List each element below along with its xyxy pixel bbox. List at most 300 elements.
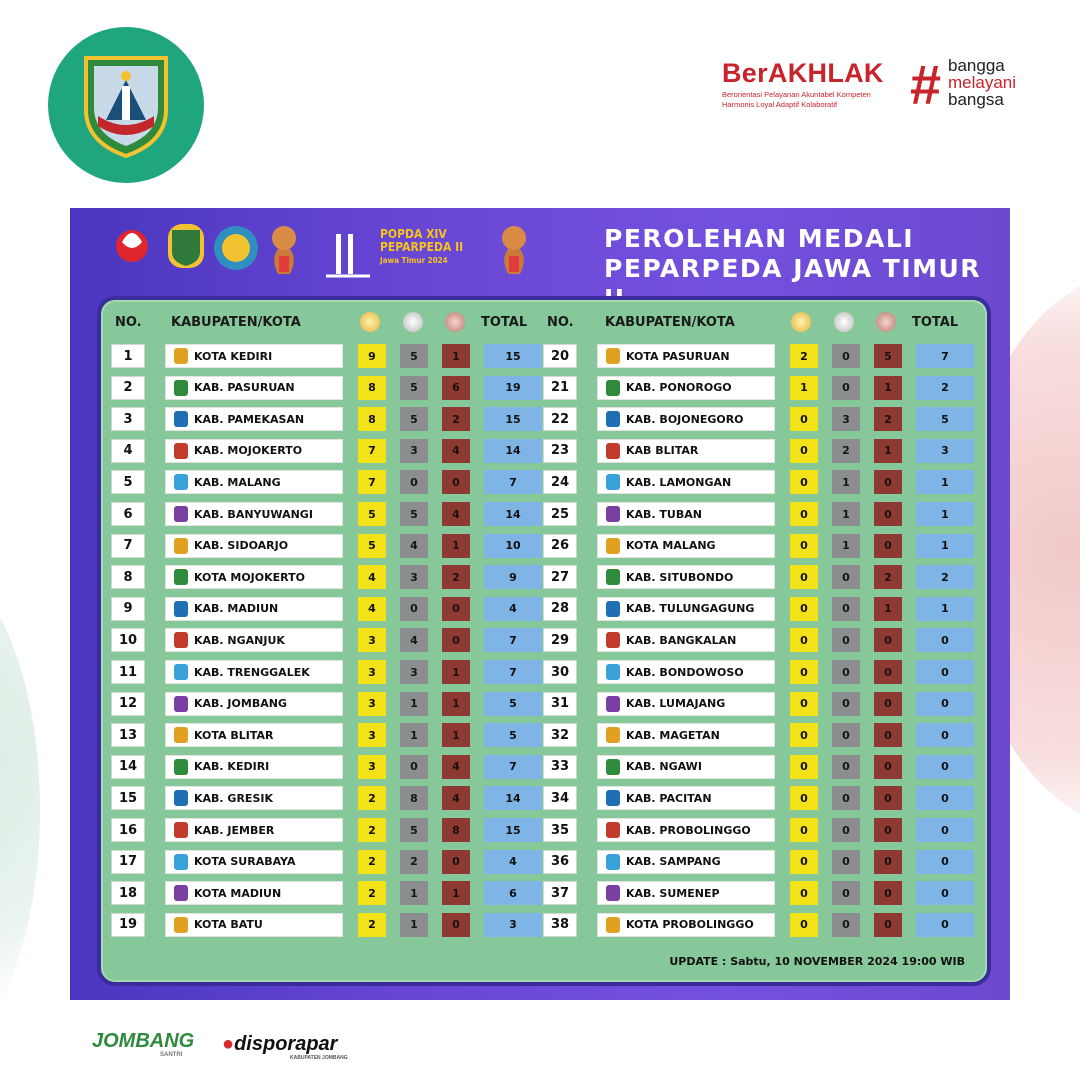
silver-count: 0 [832,786,860,810]
silver-count: 5 [400,502,428,526]
bronze-count: 2 [442,407,470,431]
table-row [101,913,521,937]
silver-count: 1 [832,534,860,558]
bangga-line-3: bangsa [948,90,1004,109]
bronze-count: 0 [874,723,902,747]
table-row [101,818,521,842]
total-count: 0 [916,786,974,810]
gold-count: 5 [358,502,386,526]
region-name-text: KAB. BANGKALAN [626,633,737,647]
gold-count: 0 [790,597,818,621]
table-row [101,723,521,747]
gold-count: 0 [790,850,818,874]
row-number: 16 [111,818,145,842]
region-crest-icon [174,601,188,617]
region-name [597,376,775,400]
title-line-2: PEPARPEDA JAWA TIMUR [604,254,982,283]
table-row [101,344,521,368]
event-name-line-2: PEPARPEDA II [380,240,464,254]
region-crest-icon [174,790,188,806]
region-name-text: KOTA MADIUN [194,886,282,900]
total-count: 1 [916,470,974,494]
region-name-text: KAB. MOJOKERTO [194,444,303,458]
gold-count: 0 [790,565,818,589]
gold-count: 2 [358,850,386,874]
update-timestamp: UPDATE : Sabtu, 10 NOVEMBER 2024 19:00 WIB [669,955,965,968]
silver-count: 4 [400,534,428,558]
total-count: 15 [484,407,542,431]
region-name [165,407,343,431]
region-name [165,913,343,937]
gold-count: 7 [358,439,386,463]
region-crest-icon [606,474,620,490]
table-row [533,376,953,400]
table-row [101,565,521,589]
region-name [165,344,343,368]
table-row [533,502,953,526]
gold-count: 7 [358,470,386,494]
table-row [533,628,953,652]
region-crest-icon [174,443,188,459]
disporapar-word: disporapar [234,1033,338,1055]
region-name [165,881,343,905]
region-name [165,660,343,684]
region-name [597,597,775,621]
region-crest-icon [606,759,620,775]
silver-count: 0 [400,755,428,779]
row-number: 6 [111,502,145,526]
total-count: 0 [916,913,974,937]
bronze-count: 1 [442,534,470,558]
silver-count: 4 [400,628,428,652]
bronze-count: 1 [874,439,902,463]
table-row [101,534,521,558]
table-row [101,376,521,400]
bronze-count: 1 [442,692,470,716]
region-crest-icon [174,917,188,933]
total-count: 5 [484,723,542,747]
region-name-text: KAB. JEMBER [194,823,275,837]
table-row [533,439,953,463]
header-region-right: KABUPATEN/KOTA [605,315,735,330]
row-number: 18 [111,881,145,905]
region-name [165,786,343,810]
total-count: 0 [916,881,974,905]
region-name-text: KAB. SIDOARJO [194,539,289,553]
region-name-text: KAB. NGAWI [626,760,702,774]
table-row [533,755,953,779]
region-name-text: KAB. MADIUN [194,602,279,616]
region-crest-icon [174,411,188,427]
region-crest-icon [174,885,188,901]
region-name [165,534,343,558]
row-number: 19 [111,913,145,937]
total-count: 0 [916,755,974,779]
gold-count: 2 [358,818,386,842]
hash-icon: # [910,53,942,116]
bronze-count: 1 [442,881,470,905]
bronze-count: 4 [442,755,470,779]
decorative-blob-green [0,560,40,1060]
bronze-count: 2 [874,407,902,431]
region-name [597,565,775,589]
table-row [533,723,953,747]
total-count: 14 [484,439,542,463]
berakhlak-subtitle-1: Berorientasi Pelayanan Akuntabel Kompeten [722,90,871,99]
region-name [597,913,775,937]
region-name [597,534,775,558]
region-name [165,597,343,621]
gold-count: 8 [358,407,386,431]
region-name [597,407,775,431]
gold-medal-icon [791,312,811,332]
region-name [597,692,775,716]
silver-count: 5 [400,818,428,842]
row-number: 10 [111,628,145,652]
gold-count: 2 [790,344,818,368]
silver-count: 5 [400,407,428,431]
total-count: 7 [484,755,542,779]
region-crest-icon [174,727,188,743]
gold-count: 0 [790,786,818,810]
bronze-count: 0 [442,470,470,494]
total-count: 1 [916,502,974,526]
event-name-line-1: POPDA XIV [380,227,447,241]
medal-table [97,296,991,986]
silver-count: 0 [832,376,860,400]
region-name [597,502,775,526]
table-row [101,786,521,810]
bronze-count: 0 [874,470,902,494]
silver-count: 3 [400,565,428,589]
region-crest-icon [606,538,620,554]
row-number: 25 [543,502,577,526]
region-name-text: KAB BLITAR [626,444,699,458]
total-count: 4 [484,850,542,874]
silver-count: 0 [832,723,860,747]
region-crest-icon [606,380,620,396]
silver-count: 3 [832,407,860,431]
total-count: 3 [916,439,974,463]
table-row [101,628,521,652]
total-count: 7 [484,628,542,652]
table-row [101,755,521,779]
event-logos [108,214,578,294]
bangga-melayani-logo [910,55,1050,125]
jombang-logo [92,1030,194,1053]
silver-medal-icon [834,312,854,332]
region-crest-icon [174,854,188,870]
region-name-text: KAB. TRENGGALEK [194,665,310,679]
region-crest-icon [606,411,620,427]
region-name-text: KAB. LUMAJANG [626,697,726,711]
row-number: 22 [543,407,577,431]
region-crest-icon [174,822,188,838]
region-name [597,786,775,810]
total-count: 1 [916,534,974,558]
bronze-count: 5 [874,344,902,368]
region-name [165,628,343,652]
silver-count: 0 [832,597,860,621]
region-name-text: KAB. PROBOLINGGO [626,823,751,837]
disporapar-sub: KABUPATEN JOMBANG [290,1055,348,1061]
region-name-text: KOTA MOJOKERTO [194,570,305,584]
bangga-line-1: bangga [948,56,1005,75]
table-row [533,407,953,431]
total-count: 9 [484,565,542,589]
region-crest-icon [606,443,620,459]
region-name-text: KAB. BOJONEGORO [626,412,744,426]
bronze-count: 4 [442,786,470,810]
total-count: 0 [916,692,974,716]
table-row [101,692,521,716]
silver-count: 5 [400,376,428,400]
bronze-count: 1 [442,660,470,684]
region-name-text: KAB. TUBAN [626,507,702,521]
table-row [101,850,521,874]
bronze-count: 0 [874,502,902,526]
region-name [165,755,343,779]
total-count: 5 [916,407,974,431]
region-name-text: KOTA PASURUAN [626,349,730,363]
row-number: 35 [543,818,577,842]
region-name [597,881,775,905]
gold-medal-icon [360,312,380,332]
row-number: 3 [111,407,145,431]
region-name [165,692,343,716]
bronze-count: 0 [874,850,902,874]
silver-count: 1 [832,502,860,526]
row-number: 20 [543,344,577,368]
total-count: 0 [916,818,974,842]
region-name-text: KAB. BONDOWOSO [626,665,744,679]
bronze-count: 0 [442,597,470,621]
region-name [165,502,343,526]
table-row [533,660,953,684]
silver-count: 1 [400,723,428,747]
region-crest-icon [174,348,188,364]
disporapar-mark-icon: ● [222,1033,235,1055]
bronze-count: 0 [874,692,902,716]
row-number: 23 [543,439,577,463]
region-name [165,376,343,400]
region-crest-icon [174,380,188,396]
row-number: 2 [111,376,145,400]
total-count: 7 [484,470,542,494]
bronze-count: 0 [874,881,902,905]
region-name [165,439,343,463]
row-number: 29 [543,628,577,652]
silver-count: 0 [832,344,860,368]
table-row [101,881,521,905]
row-number: 4 [111,439,145,463]
region-crest-icon [174,569,188,585]
bronze-count: 8 [442,818,470,842]
row-number: 9 [111,597,145,621]
total-count: 0 [916,723,974,747]
berakhlak-word: BerAKHLAK [722,58,884,88]
header-total-right: TOTAL [912,315,959,330]
bronze-count: 4 [442,439,470,463]
table-row [533,565,953,589]
region-crest-icon [174,759,188,775]
region-name [165,723,343,747]
region-name-text: KOTA BATU [194,918,263,932]
table-row [533,692,953,716]
header-no-left: NO. [115,315,142,330]
gold-count: 0 [790,628,818,652]
row-number: 5 [111,470,145,494]
gold-count: 5 [358,534,386,558]
bronze-count: 0 [874,628,902,652]
region-name [165,818,343,842]
total-count: 3 [484,913,542,937]
gold-count: 0 [790,502,818,526]
total-count: 1 [916,597,974,621]
silver-count: 0 [832,913,860,937]
gold-count: 0 [790,470,818,494]
region-crest-icon [606,506,620,522]
total-count: 15 [484,344,542,368]
silver-count: 0 [400,597,428,621]
total-count: 19 [484,376,542,400]
silver-count: 3 [400,439,428,463]
medal-standings-banner [70,208,1010,1000]
jombang-sub: SANTRI [160,1052,183,1058]
silver-count: 0 [832,881,860,905]
silver-count: 2 [832,439,860,463]
row-number: 32 [543,723,577,747]
bronze-count: 1 [442,723,470,747]
region-crest-icon [606,790,620,806]
table-row [533,786,953,810]
total-count: 7 [484,660,542,684]
table-row [533,534,953,558]
silver-count: 2 [400,850,428,874]
gold-count: 3 [358,755,386,779]
total-count: 6 [484,881,542,905]
gold-count: 0 [790,692,818,716]
bronze-count: 0 [874,755,902,779]
total-count: 10 [484,534,542,558]
bronze-count: 1 [442,344,470,368]
table-row [533,881,953,905]
region-crest-icon [174,506,188,522]
disporapar-logo [222,1033,337,1056]
header-region-left: KABUPATEN/KOTA [171,315,301,330]
bronze-medal-icon [876,312,896,332]
region-name-text: KAB. BANYUWANGI [194,507,313,521]
event-logo-row-icon [108,214,578,294]
gold-count: 3 [358,628,386,652]
region-name [165,565,343,589]
gold-count: 0 [790,755,818,779]
region-name-text: KAB. PASURUAN [194,381,295,395]
gold-count: 0 [790,818,818,842]
silver-count: 0 [832,755,860,779]
region-name-text: KOTA SURABAYA [194,855,296,869]
row-number: 31 [543,692,577,716]
event-name [380,228,463,267]
row-number: 37 [543,881,577,905]
silver-count: 0 [832,850,860,874]
bronze-count: 1 [874,376,902,400]
region-name-text: KAB. NGANJUK [194,633,285,647]
table-row [533,597,953,621]
total-count: 0 [916,850,974,874]
region-name [597,470,775,494]
row-number: 30 [543,660,577,684]
region-name [597,628,775,652]
bronze-count: 2 [442,565,470,589]
region-crest-icon [606,696,620,712]
region-crest-icon [174,538,188,554]
total-count: 2 [916,376,974,400]
table-row [533,850,953,874]
silver-count: 8 [400,786,428,810]
total-count: 0 [916,660,974,684]
region-crest-icon [606,854,620,870]
region-name [597,439,775,463]
table-row [101,470,521,494]
row-number: 27 [543,565,577,589]
table-row [101,597,521,621]
bronze-count: 2 [874,565,902,589]
row-number: 36 [543,850,577,874]
row-number: 38 [543,913,577,937]
total-count: 4 [484,597,542,621]
region-name [597,723,775,747]
silver-count: 0 [832,692,860,716]
region-crest-icon [606,822,620,838]
region-crest-icon [606,569,620,585]
bronze-count: 0 [442,913,470,937]
regency-emblem-logo [48,27,204,183]
gold-count: 2 [358,881,386,905]
table-row [533,913,953,937]
gold-count: 2 [358,786,386,810]
region-name-text: KAB. KEDIRI [194,760,270,774]
silver-count: 0 [832,565,860,589]
berakhlak-logo [722,58,907,118]
total-count: 2 [916,565,974,589]
total-count: 14 [484,786,542,810]
row-number: 17 [111,850,145,874]
table-row [533,470,953,494]
region-name [597,818,775,842]
region-name-text: KOTA PROBOLINGGO [626,918,754,932]
region-name-text: KAB. SUMENEP [626,886,720,900]
table-row [101,407,521,431]
row-number: 28 [543,597,577,621]
region-name [597,344,775,368]
gold-count: 3 [358,692,386,716]
bangga-line-2: melayani [948,73,1017,92]
row-number: 24 [543,470,577,494]
region-name-text: KAB. TULUNGAGUNG [626,602,755,616]
gold-count: 0 [790,881,818,905]
row-number: 12 [111,692,145,716]
region-name-text: KAB. LAMONGAN [626,475,732,489]
region-crest-icon [606,727,620,743]
table-row [533,818,953,842]
bronze-count: 6 [442,376,470,400]
region-name [165,470,343,494]
gold-count: 8 [358,376,386,400]
region-crest-icon [606,632,620,648]
bronze-count: 4 [442,502,470,526]
region-name-text: KAB. GRESIK [194,791,273,805]
